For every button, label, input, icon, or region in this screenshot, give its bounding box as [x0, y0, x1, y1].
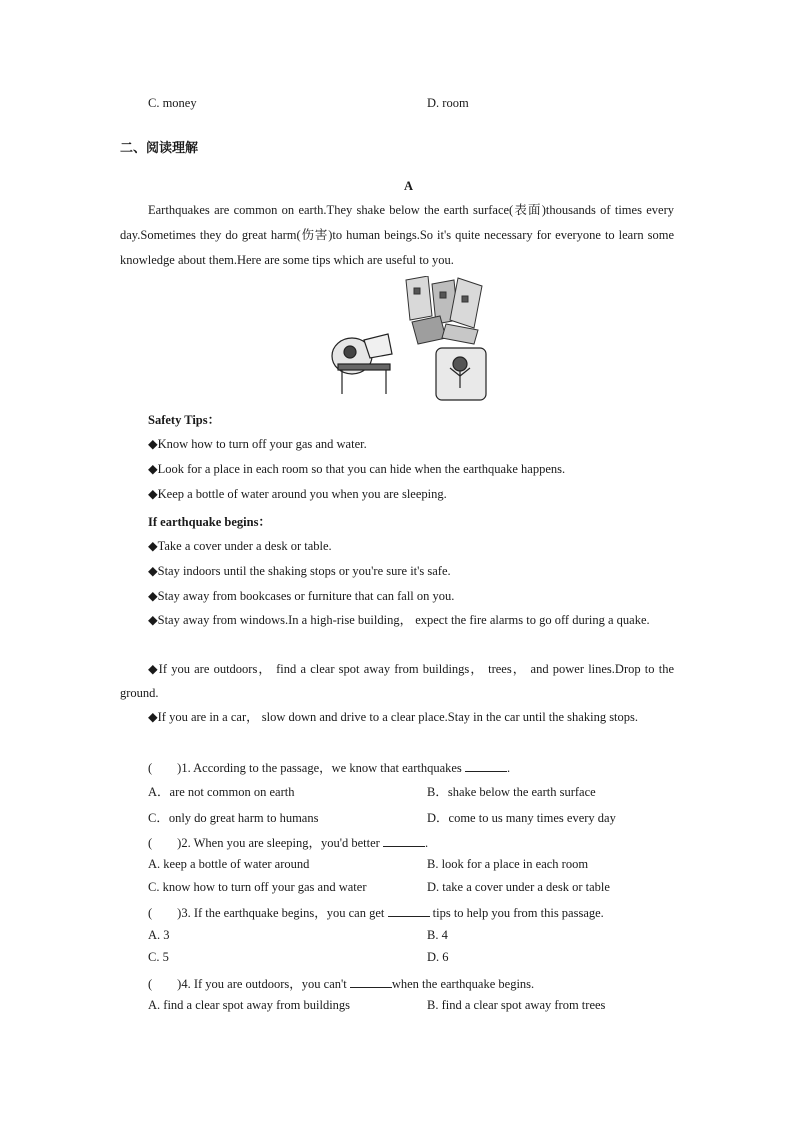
option-a: A. 3: [148, 928, 170, 942]
safety-tip: ◆Look for a place in each room so that you can hide when the earthquake happens.: [148, 462, 566, 476]
begins-tip: ◆If you are in a car， slow down and drive to a clear place.Stay in the car until the shaking stops.: [148, 710, 639, 724]
safety-tip: ◆Know how to turn off your gas and water.: [148, 437, 367, 451]
person-in-doorway-icon: [436, 348, 486, 400]
option-d: D．come to us many times every day: [427, 811, 616, 825]
answer-blank: [383, 836, 425, 847]
option-d: D. take a cover under a desk or table: [427, 880, 610, 894]
begins-tip: ◆Stay indoors until the shaking stops or you're sure it's safe.: [148, 564, 451, 578]
option-a: A．are not common on earth: [148, 785, 295, 799]
safety-heading: Safety Tips：: [148, 413, 221, 427]
option-a: A. keep a bottle of water around: [148, 857, 310, 871]
answer-blank: [465, 761, 507, 772]
option-b: B. look for a place in each room: [427, 857, 589, 871]
passage-intro: Earthquakes are common on earth.They shake below the earth surface(表面)thousands of times every day.Sometimes they do great harm(伤害)to human beings.So it's quite necessary for everyone to learn some knowledge about them.Here are some tips which are useful to you.: [120, 203, 674, 267]
earthquake-illustration: [328, 276, 498, 404]
begins-heading: If earthquake begins：: [148, 515, 271, 529]
answer-blank: [388, 906, 430, 917]
option-d: D. room: [427, 96, 469, 110]
passage-letter: A: [404, 179, 414, 193]
begins-tip: ◆Stay away from windows.In a high-rise building， expect the fire alarms to go off during a quake.: [148, 613, 650, 627]
begins-tip: ◆Stay away from bookcases or furniture that can fall on you.: [148, 589, 455, 603]
question-stem: ( )2. When you are sleeping，you'd better .: [148, 836, 429, 850]
option-b: B．shake below the earth surface: [427, 785, 596, 799]
option-d: D. 6: [427, 950, 449, 964]
question-stem: ( )1. According to the passage，we know that earthquakes .: [148, 761, 511, 775]
question-stem: ( )4. If you are outdoors，you can't when the earthquake begins.: [148, 977, 535, 991]
option-a: A. find a clear spot away from buildings: [148, 998, 351, 1012]
option-c: C. money: [148, 96, 197, 110]
question-stem: ( )3. If the earthquake begins，you can get tips to help you from this passage.: [148, 906, 604, 920]
collapsing-buildings-icon: [406, 276, 482, 344]
option-b: B. find a clear spot away from trees: [427, 998, 606, 1012]
option-c: C. 5: [148, 950, 169, 964]
option-c: C. know how to turn off your gas and water: [148, 880, 367, 894]
answer-blank: [350, 977, 392, 988]
option-c: C．only do great harm to humans: [148, 811, 319, 825]
safety-tip: ◆Keep a bottle of water around you when you are sleeping.: [148, 487, 447, 501]
begins-tip: ◆If you are outdoors， find a clear spot away from buildings， trees， and power lines.Drop to the ground.: [120, 662, 674, 700]
section-heading: 二、阅读理解: [120, 141, 199, 156]
option-b: B. 4: [427, 928, 448, 942]
begins-tip: ◆Take a cover under a desk or table.: [148, 539, 332, 553]
